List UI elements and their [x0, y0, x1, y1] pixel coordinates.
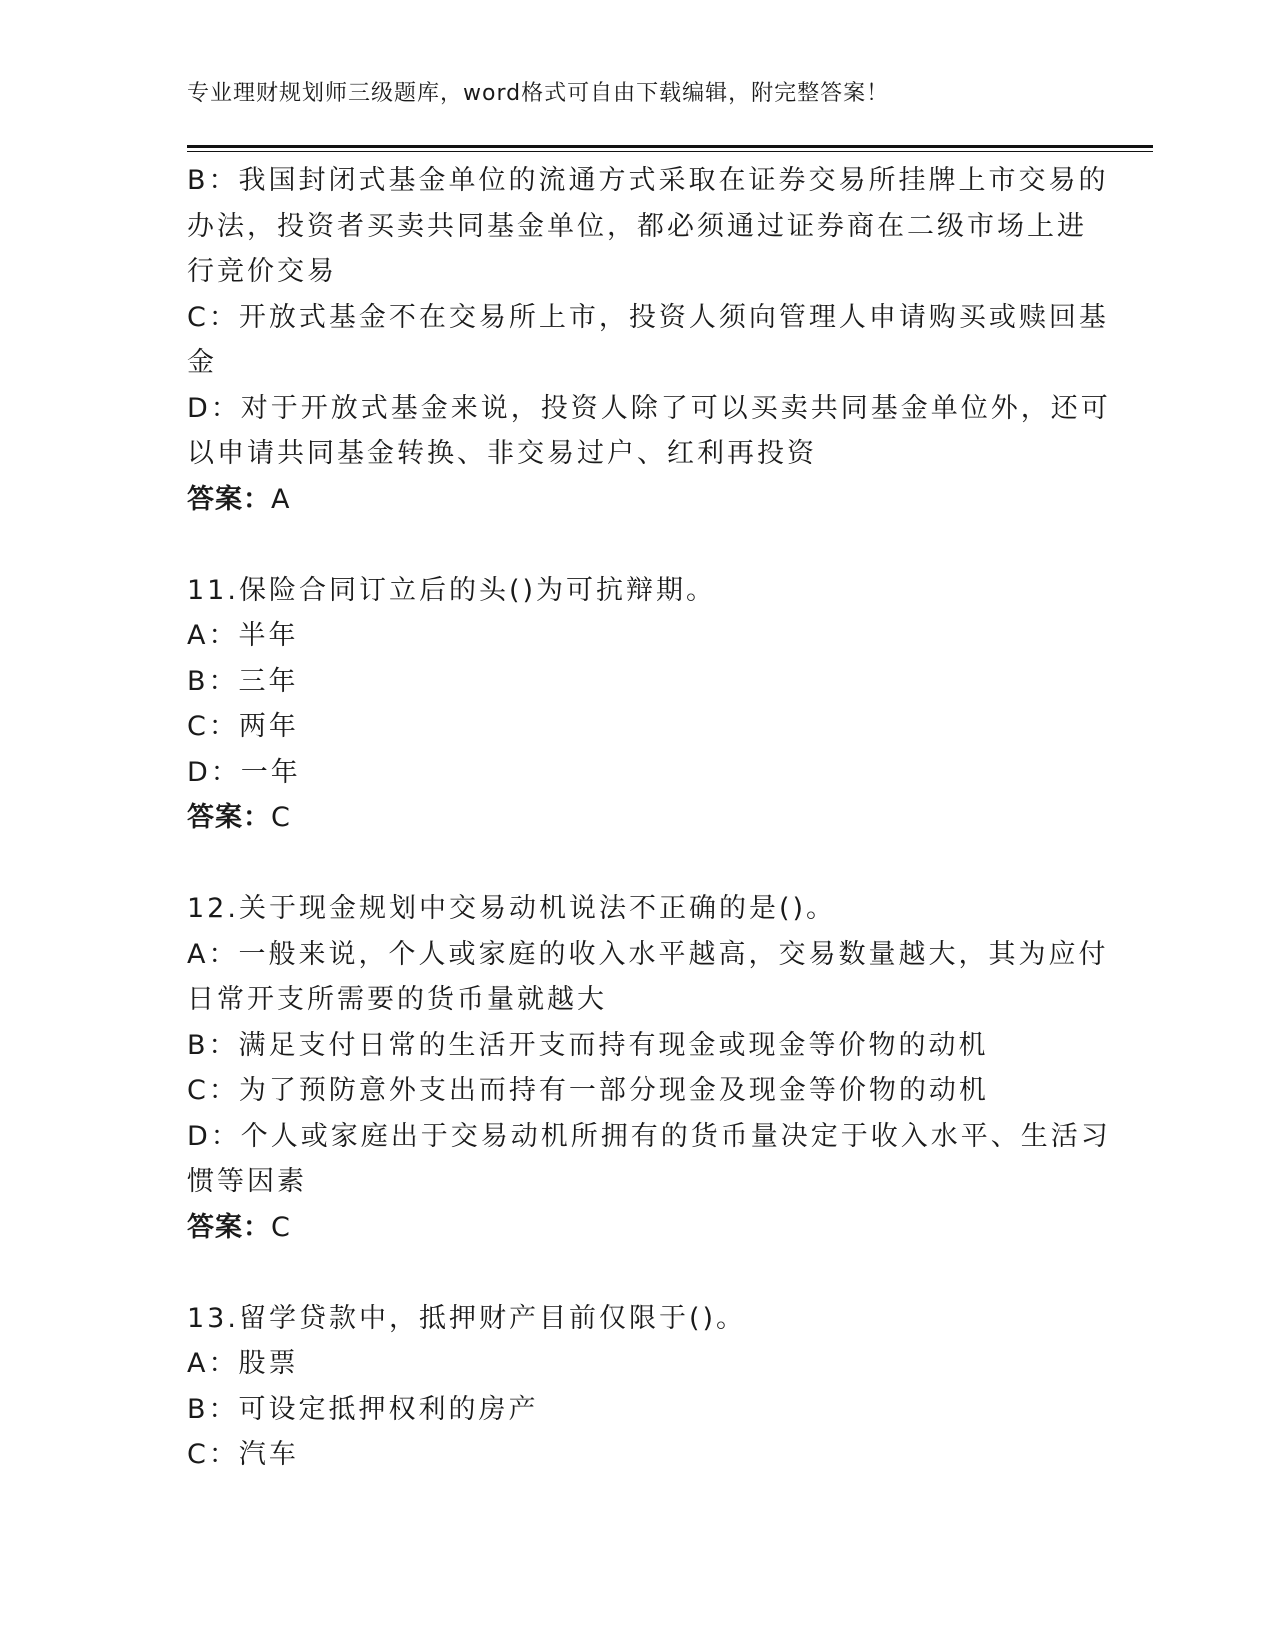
spacer — [187, 522, 1087, 568]
option-b-line: B：我国封闭式基金单位的流通方式采取在证券交易所挂牌上市交易的 — [187, 165, 1109, 196]
option-d-line: D：对于开放式基金来说，投资人除了可以买卖共同基金单位外，还可 — [187, 392, 1111, 424]
question-content — [187, 158, 1111, 1478]
option-b-line: 行竞价交易 — [187, 256, 337, 287]
option-a-line: 日常开支所需要的货币量就越大 — [187, 984, 607, 1015]
option-c: C：为了预防意外支出而持有一部分现金及现金等价物的动机 — [187, 1075, 989, 1106]
option-c: C：汽车 — [187, 1439, 299, 1470]
answer-line — [187, 795, 1087, 841]
option-d: D：一年 — [187, 756, 301, 788]
option-b: B：可设定抵押权利的房产 — [187, 1393, 539, 1425]
option-c-line: C：开放式基金不在交易所上市，投资人须向管理人申请购买或赎回基 — [187, 301, 1109, 333]
answer-label: 答案： — [187, 1211, 271, 1243]
answer-value: C — [271, 1211, 291, 1243]
option-b-line: 办法，投资者买卖共同基金单位，都必须通过证券商在二级市场上进 — [187, 210, 1087, 242]
answer-value: A — [271, 483, 291, 515]
header-rule-thick — [187, 145, 1153, 148]
option-a: A：半年 — [187, 620, 299, 651]
option-c: C：两年 — [187, 711, 299, 742]
question-text: 13.留学贷款中，抵押财产目前仅限于()。 — [187, 1302, 747, 1334]
question-text: 12.关于现金规划中交易动机说法不正确的是()。 — [187, 893, 837, 924]
question-12 — [187, 886, 1111, 1250]
question-11 — [187, 568, 1087, 841]
answer-value: C — [271, 802, 291, 833]
option-d-line: 以申请共同基金转换、非交易过户、红利再投资 — [187, 438, 817, 469]
option-d-line: 惯等因素 — [187, 1166, 307, 1197]
question-13 — [187, 1296, 1087, 1478]
spacer — [187, 1250, 1087, 1296]
option-b: B：三年 — [187, 665, 299, 697]
answer-line — [187, 1205, 1087, 1251]
option-c-line: 金 — [187, 347, 217, 378]
question-10-options — [187, 158, 1111, 522]
header-rule-thin — [187, 151, 1153, 152]
option-d-line: D：个人或家庭出于交易动机所拥有的货币量决定于收入水平、生活习 — [187, 1120, 1111, 1152]
spacer — [187, 841, 1087, 887]
answer-line — [187, 477, 1087, 523]
option-b: B：满足支付日常的生活开支而持有现金或现金等价物的动机 — [187, 1029, 989, 1061]
answer-label: 答案： — [187, 483, 271, 515]
option-a-line: A：一般来说，个人或家庭的收入水平越高，交易数量越大，其为应付 — [187, 938, 1109, 970]
answer-label: 答案： — [187, 802, 271, 833]
question-text: 11.保险合同订立后的头()为可抗辩期。 — [187, 574, 717, 606]
page-header: 专业理财规划师三级题库，word格式可自由下载编辑，附完整答案！ — [187, 81, 890, 106]
option-a: A：股票 — [187, 1348, 299, 1379]
